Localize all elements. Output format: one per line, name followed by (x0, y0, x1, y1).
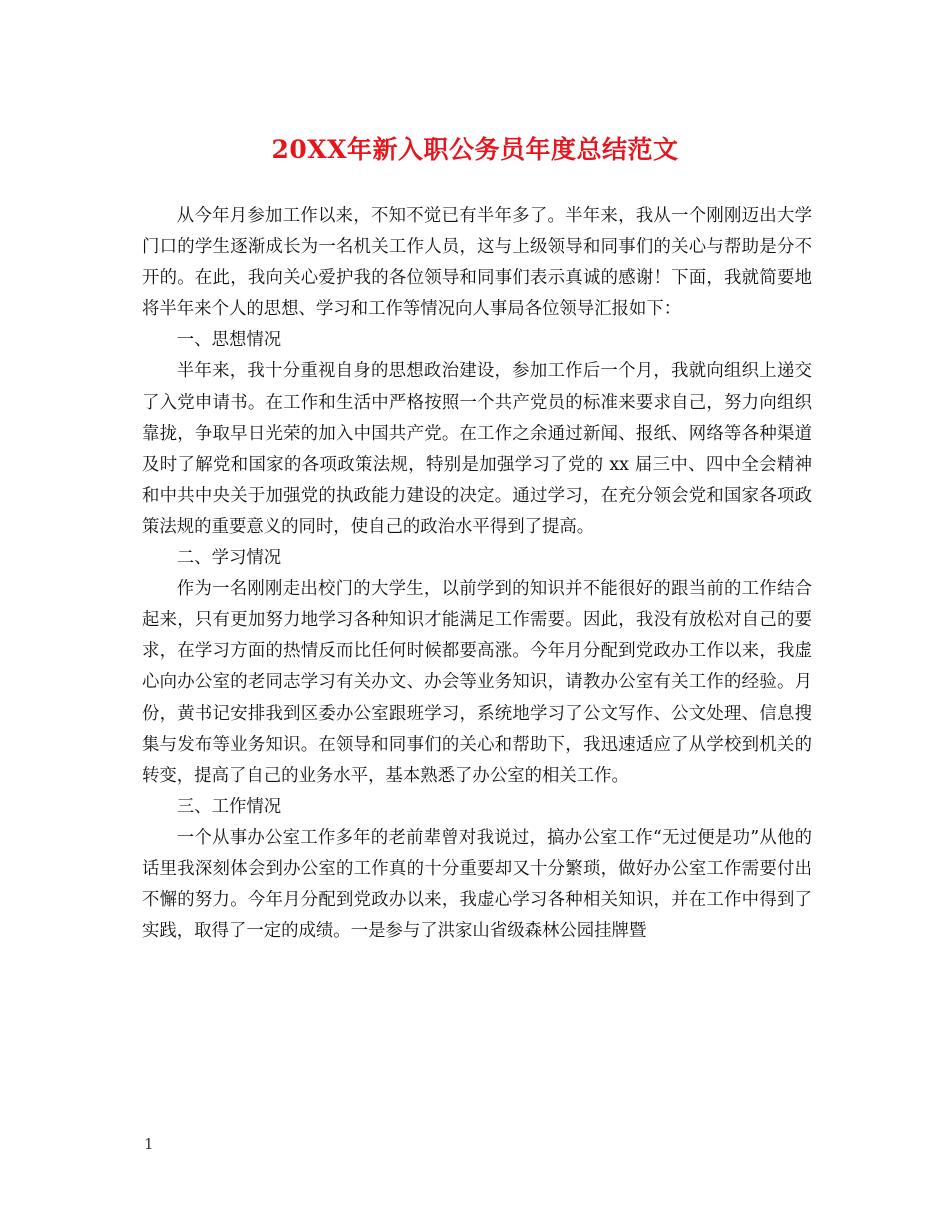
document-title: 20XX年新入职公务员年度总结范文 (271, 135, 679, 164)
paragraph-study: 作为一名刚刚走出校门的大学生，以前学到的知识并不能很好的跟当前的工作结合起来，只有更加努力地学习各种知识才能满足工作需要。因此，我没有放松对自己的要求，在学习方面的热情反而比任何时候都要高涨。今年月分配到党政办工作以来，我虚心向办公室的老同志学习有关办文、办会等业务知识，请教办公室有关工作的经验。月份，黄书记安排我到区委办公室跟班学习，系统地学习了公文写作、公文处理、信息搜集与发布等业务知识。在领导和同事们的关心和帮助下，我迅速适应了从学校到机关的转变，提高了自己的业务水平，基本熟悉了办公室的相关工作。 (142, 579, 812, 786)
section-heading-study: 二、学习情况 (176, 548, 282, 569)
page-number: 1 (144, 1135, 154, 1153)
document-body (142, 201, 812, 947)
section-heading-work: 三、工作情况 (176, 796, 282, 817)
paragraph-thought: 半年来，我十分重视自身的思想政治建设，参加工作后一个月，我就向组织上递交了入党申请书。在工作和生活中严格按照一个共产党员的标准来要求自己，努力向组织靠拢，争取早日光荣的加入中国共产党。在工作之余通过新闻、报纸、网络等各种渠道及时了解党和国家的各项政策法规，特别是加强学习了党的 xx 届三中、四中全会精神和中共中央关于加强党的执政能力建设的决定。通过学习，在充分领会党和国家各项政策法规的重要意义的同时，使自己的政治水平得到了提高。 (142, 361, 812, 537)
paragraph-intro: 从今年月参加工作以来，不知不觉已有半年多了。半年来，我从一个刚刚迈出大学门口的学生逐渐成长为一名机关工作人员，这与上级领导和同事们的关心与帮助是分不开的。在此，我向关心爱护我的各位领导和同事们表示真诚的感谢！下面，我就简要地将半年来个人的思想、学习和工作等情况向人事局各位领导汇报如下： (142, 206, 812, 320)
paragraph-work: 一个从事办公室工作多年的老前辈曾对我说过，搞办公室工作“无过便是功”从他的话里我深刻体会到办公室的工作真的十分重要却又十分繁琐，做好办公室工作需要付出不懈的努力。今年月分配到党政办以来，我虚心学习各种相关知识，并在工作中得到了实践，取得了一定的成绩。一是参与了洪家山省级森林公园挂牌暨 (142, 827, 812, 942)
section-heading-thought: 一、思想情况 (176, 330, 282, 351)
